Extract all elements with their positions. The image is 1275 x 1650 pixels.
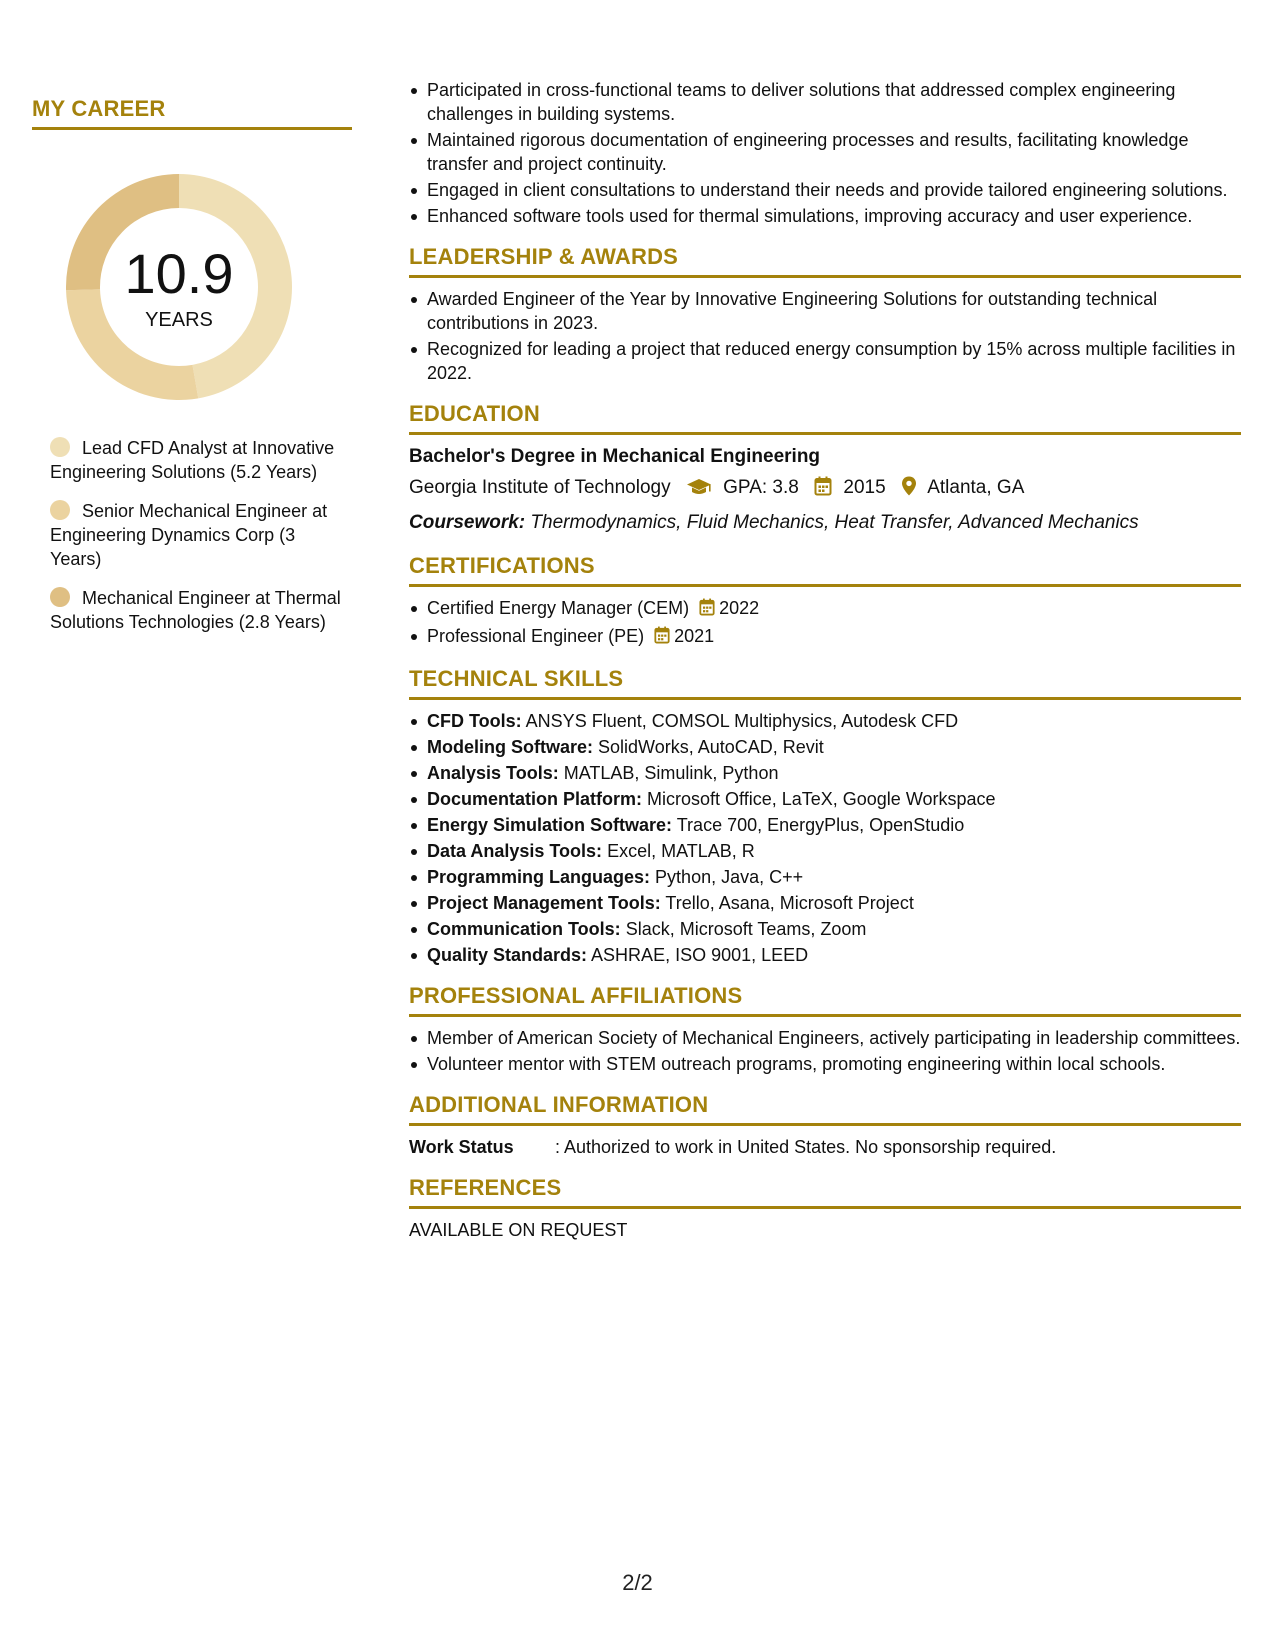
skill-item xyxy=(427,943,1241,967)
affiliation-bullet: Volunteer mentor with STEM outreach programs, promoting engineering within local schools. xyxy=(427,1052,1241,1076)
skill-label: Communication Tools: xyxy=(427,919,621,939)
legend-dot xyxy=(50,587,70,607)
skill-value: SolidWorks, AutoCAD, Revit xyxy=(598,737,824,757)
skill-label: Project Management Tools: xyxy=(427,893,661,913)
experience-bullets xyxy=(409,78,1241,228)
legend-item xyxy=(50,499,350,571)
skill-value: Trace 700, EnergyPlus, OpenStudio xyxy=(676,815,965,835)
skill-label: Energy Simulation Software: xyxy=(427,815,673,835)
experience-bullet: Maintained rigorous documentation of engineering processes and results, facilitating knowledge transfer and project continuity. xyxy=(427,128,1241,176)
skill-label: Programming Languages: xyxy=(427,867,651,887)
leadership-bullet: Recognized for leading a project that reduced energy consumption by 15% across multiple facilities in 2022. xyxy=(427,337,1241,385)
work-status-row xyxy=(409,1135,1241,1159)
skill-value: Trello, Asana, Microsoft Project xyxy=(665,893,914,913)
skill-value: Excel, MATLAB, R xyxy=(607,841,755,861)
skill-value: Microsoft Office, LaTeX, Google Workspace xyxy=(647,789,996,809)
experience-bullet: Enhanced software tools used for thermal simulations, improving accuracy and user experience. xyxy=(427,204,1241,228)
affiliation-bullet: Member of American Society of Mechanical Engineers, actively participating in leadership committees. xyxy=(427,1028,1241,1048)
certification-year: 2022 xyxy=(719,598,760,618)
calendar-icon xyxy=(654,626,670,650)
leadership-bullet: Awarded Engineer of the Year by Innovative Engineering Solutions for outstanding technical contributions in 2023. xyxy=(427,287,1241,335)
leadership-heading: LEADERSHIP & AWARDS xyxy=(409,244,1241,278)
calendar-icon xyxy=(699,598,715,622)
calendar-icon xyxy=(814,476,832,505)
coursework-line xyxy=(409,509,1241,537)
work-status-label: Work Status xyxy=(409,1137,514,1157)
gpa-value: GPA: 3.8 xyxy=(723,477,799,498)
skill-value: Slack, Microsoft Teams, Zoom xyxy=(625,919,867,939)
certification-year: 2021 xyxy=(674,626,715,646)
legend-label: Mechanical Engineer at Thermal Solutions Technologies (2.8 Years) xyxy=(50,588,341,632)
skill-label: Quality Standards: xyxy=(427,945,588,965)
main-content xyxy=(409,78,1241,1242)
legend-label: Lead CFD Analyst at Innovative Engineering Solutions (5.2 Years) xyxy=(50,438,335,482)
skill-item xyxy=(427,865,1241,889)
certifications-list xyxy=(409,596,1241,650)
skill-value: MATLAB, Simulink, Python xyxy=(563,763,779,783)
map-pin-icon xyxy=(901,476,917,505)
skills-list xyxy=(409,709,1241,967)
certification-name: Professional Engineer (PE) xyxy=(427,626,645,646)
affiliations-list xyxy=(409,1026,1241,1076)
skill-item xyxy=(427,709,1241,733)
coursework-label: Coursework: xyxy=(409,512,526,533)
skill-item xyxy=(427,813,1241,837)
skill-item xyxy=(427,917,1241,941)
skill-label: CFD Tools: xyxy=(427,711,522,731)
graduation-year: 2015 xyxy=(843,477,886,498)
certification-name: Certified Energy Manager (CEM) xyxy=(427,598,690,618)
skill-item xyxy=(427,735,1241,759)
legend-item xyxy=(50,436,350,484)
skill-item xyxy=(427,787,1241,811)
school-location: Atlanta, GA xyxy=(927,477,1025,498)
skill-value: ANSYS Fluent, COMSOL Multiphysics, Autodesk CFD xyxy=(525,711,959,731)
page-number: 2/2 xyxy=(622,1570,653,1595)
education-details xyxy=(409,474,1241,505)
skill-item xyxy=(427,839,1241,863)
skill-value: ASHRAE, ISO 9001, LEED xyxy=(591,945,809,965)
experience-bullet: Participated in cross-functional teams to deliver solutions that addressed complex engineering challenges in building systems. xyxy=(427,78,1241,126)
references-text: AVAILABLE ON REQUEST xyxy=(409,1220,628,1240)
legend-dot xyxy=(50,437,70,457)
education-heading: EDUCATION xyxy=(409,401,1241,435)
skill-label: Modeling Software: xyxy=(427,737,593,757)
additional-info-heading: ADDITIONAL INFORMATION xyxy=(409,1092,1241,1126)
skill-value: Python, Java, C++ xyxy=(655,867,804,887)
career-sidebar xyxy=(32,96,352,649)
skill-item xyxy=(427,891,1241,915)
total-years-unit: YEARS xyxy=(145,309,213,331)
leadership-bullets xyxy=(409,287,1241,385)
school-name: Georgia Institute of Technology xyxy=(409,477,671,498)
affiliations-heading: PROFESSIONAL AFFILIATIONS xyxy=(409,983,1241,1017)
graduation-cap-icon xyxy=(686,477,712,505)
skill-label: Analysis Tools: xyxy=(427,763,559,783)
work-status-value: : Authorized to work in United States. No sponsorship required. xyxy=(555,1137,1057,1157)
career-legend xyxy=(50,436,350,634)
donut-center xyxy=(66,174,292,400)
degree-title: Bachelor's Degree in Mechanical Engineering xyxy=(409,446,821,467)
certifications-heading: CERTIFICATIONS xyxy=(409,553,1241,587)
certification-item xyxy=(427,624,1241,650)
skills-heading: TECHNICAL SKILLS xyxy=(409,666,1241,700)
legend-item xyxy=(50,586,350,634)
total-years-number: 10.9 xyxy=(124,242,234,305)
career-donut-chart xyxy=(66,174,292,400)
legend-label: Senior Mechanical Engineer at Engineering Dynamics Corp (3 Years) xyxy=(50,501,328,569)
career-heading: MY CAREER xyxy=(32,96,352,130)
experience-bullet: Engaged in client consultations to understand their needs and provide tailored engineering solutions. xyxy=(427,178,1241,202)
coursework-list: Thermodynamics, Fluid Mechanics, Heat Transfer, Advanced Mechanics xyxy=(530,512,1139,533)
skill-label: Data Analysis Tools: xyxy=(427,841,603,861)
skill-item xyxy=(427,761,1241,785)
certification-item xyxy=(427,596,1241,622)
legend-dot xyxy=(50,500,70,520)
skill-label: Documentation Platform: xyxy=(427,789,643,809)
references-heading: REFERENCES xyxy=(409,1175,1241,1209)
